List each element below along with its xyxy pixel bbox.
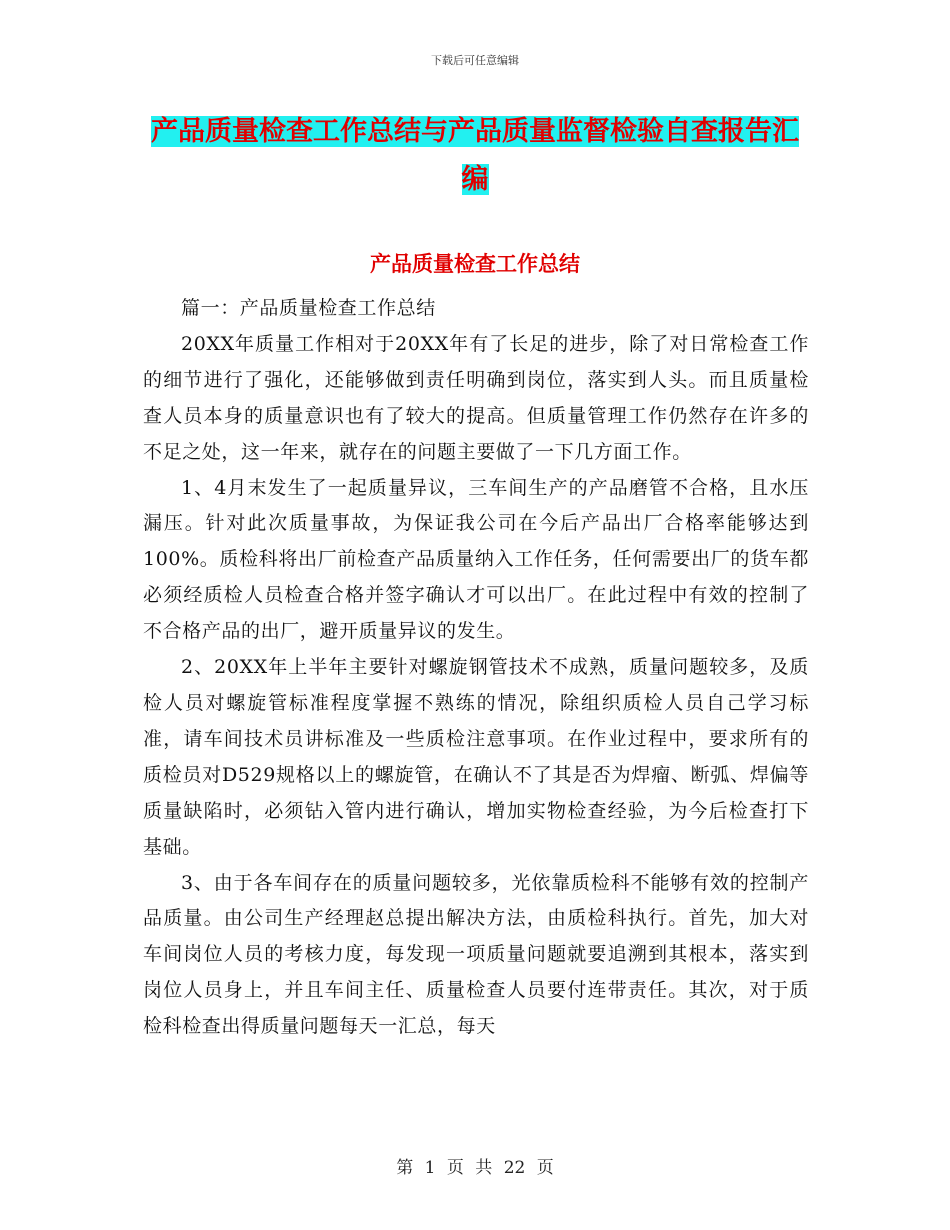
page-footer: 第 1 页 共 22 页 bbox=[396, 1158, 554, 1178]
section-title: 产品质量检查工作总结 bbox=[370, 252, 580, 276]
document-title-text: 产品质量检查工作总结与产品质量监督检验自查报告汇编 bbox=[151, 116, 799, 195]
paragraph-item-3: 3、由于各车间存在的质量问题较多，光依靠质检科不能够有效的控制产品质量。由公司生产经理赵总提出解决方法，由质检科执行。首先，加大对车间岗位人员的考核力度，每发现一项质量问题就要追溯到其根本，落实到岗位人员身上，并且车间主任、质量检查人员要付连带责任。其次，对于质检科检查出得质量问题每天一汇总，每天 bbox=[143, 871, 809, 1038]
paragraph-item-1: 1、4月末发生了一起质量异议，三车间生产的产品磨管不合格，且水压漏压。针对此次质量事故，为保证我公司在今后产品出厂合格率能够达到100%。质检科将出厂前检查产品质量纳入工作任务，任何需要出厂的货车都必须经质检人员检查合格并签字确认才可以出厂。在此过程中有效的控制了不合格产品的出厂，避开质量异议的发生。 bbox=[143, 476, 809, 643]
document-body bbox=[143, 291, 809, 1045]
paragraph-chapter-heading: 篇一：产品质量检查工作总结 bbox=[181, 297, 436, 319]
paragraph-item-2: 2、20XX年上半年主要针对螺旋钢管技术不成熟，质量问题较多，及质检人员对螺旋管标准程度掌握不熟练的情况，除组织质检人员自己学习标准，请车间技术员讲标准及一些质检注意事项。在作业过程中，要求所有的质检员对D529规格以上的螺旋管，在确认不了其是否为焊瘤、断弧、焊偏等质量缺陷时，必须钻入管内进行确认，增加实物检查经验，为今后检查打下基础。 bbox=[143, 656, 809, 858]
header-note: 下载后可任意编辑 bbox=[431, 54, 519, 67]
paragraph-intro: 20XX年质量工作相对于20XX年有了长足的进步，除了对日常检查工作的细节进行了强化，还能够做到责任明确到岗位，落实到人头。而且质量检查人员本身的质量意识也有了较大的提高。但质量管理工作仍然存在许多的不足之处，这一年来，就存在的问题主要做了一下几方面工作。 bbox=[143, 332, 809, 463]
document-title bbox=[140, 108, 810, 204]
